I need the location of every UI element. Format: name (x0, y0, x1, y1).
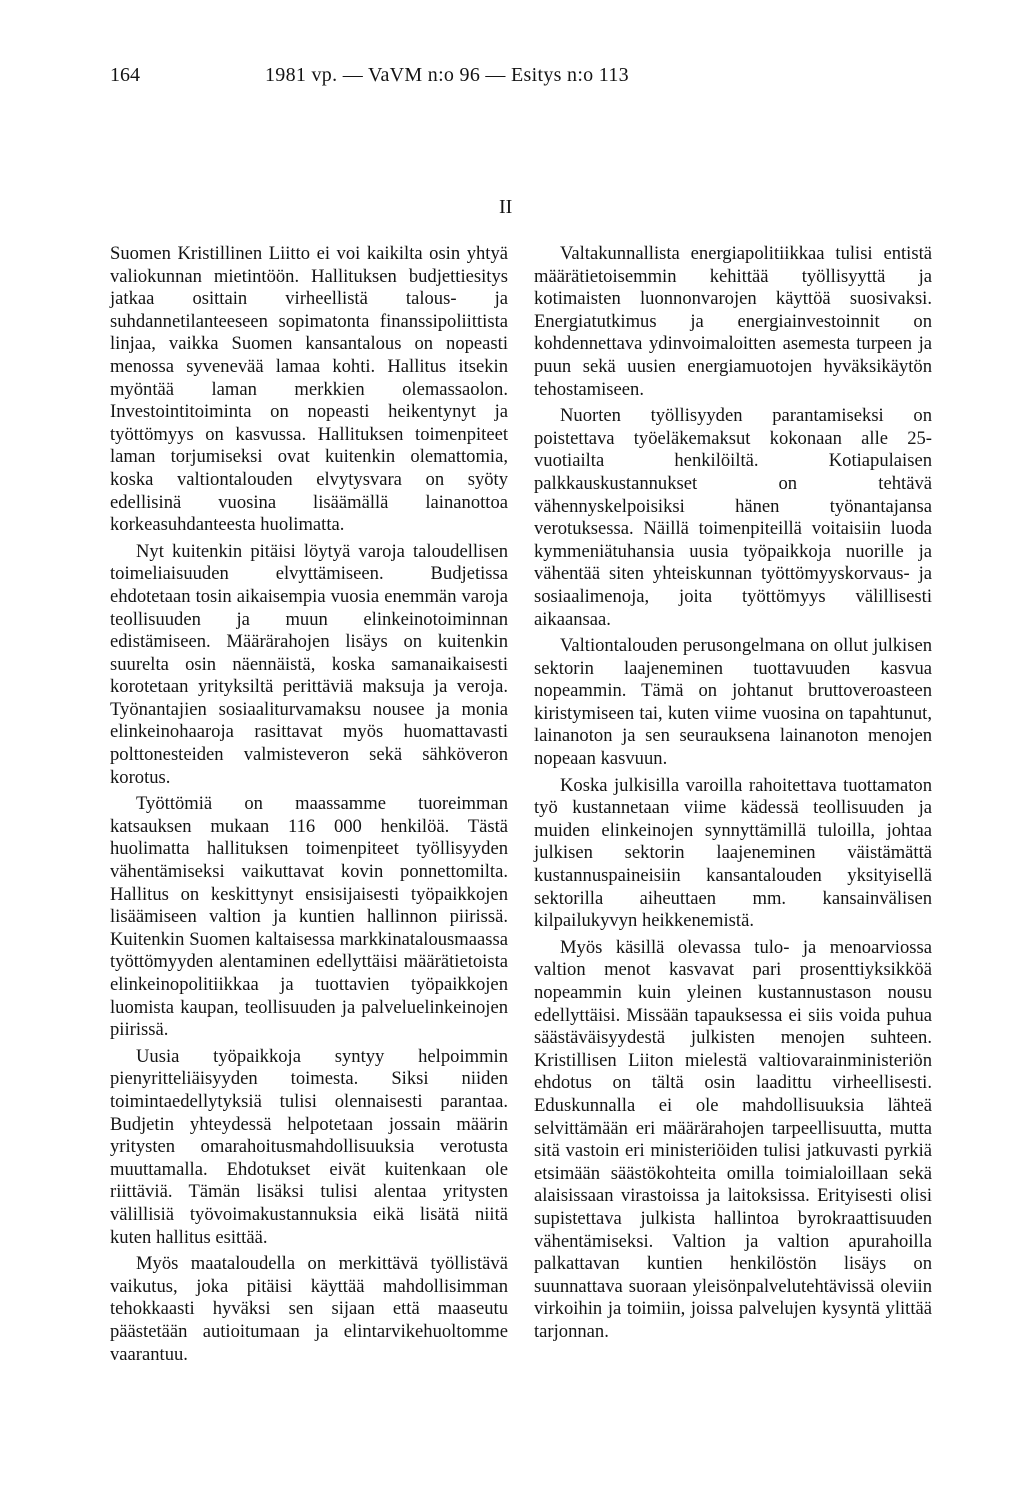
paragraph: Uusia työpaikkoja syntyy helpoimmin pienyritteliäisyyden toimesta. Siksi niiden toimintaedellytyksiä tulisi olennaisesti parantaa. Budjetin yhteydessä helpotetaan jossain määrin yritysten omarahoitusmahdollisuuksia verotusta muuttamalla. Ehdotukset eivät kuitenkaan ole riittäviä. Tämän lisäksi tulisi alentaa yritysten välillisiä työvoimakustannuksia eikä lisätä niitä kuten hallitus esittää. (110, 1045, 508, 1248)
page-number: 164 (110, 64, 140, 86)
paragraph: Suomen Kristillinen Liitto ei voi kaikilta osin yhtyä valiokunnan mietintöön. Hallituksen budjettiesitys jatkaa osittain virheellistä talous- ja suhdannetilanteeseen sopimatonta finanssipoliittista linjaa, vaikka Suomen kansantalous on nopeasti menossa syvenevää lamaa kohti. Hallitus itsekin myöntää laman merkkien olemassaolon. Investointitoiminta on nopeasti heikentynyt ja työttömyys on kasvussa. Hallituksen toimenpiteet laman torjumiseksi ovat kuitenkin olemattomia, koska valtiontalouden elvytysvara on syöty edellisinä vuosina lisäämällä lainanottoa korkeasuhdanteesta huolimatta. (110, 243, 508, 536)
paragraph: Myös käsillä olevassa tulo- ja menoarviossa valtion menot kasvavat pari prosenttiyksikköä nopeammin kuin yleinen kustannustason nousu edellyttäisi. Missään tapauksessa ei siis voida puhua säästäväisyydestä julkisten menojen suhteen. Kristillisen Liiton mielestä valtiovarainministeriön ehdotus on tältä osin laadittu virheellisesti. Eduskunnalla ei ole mahdollisuuksia lähteä selvittämään eri määrärahojen tarpeellisuutta, mutta sitä vastoin eri ministeriöiden tulisi jatkuvasti pyrkiä etsimään säästökohteita omilla toimialoillaan sekä alaisissaan virastoissa ja laitoksissa. Erityisesti olisi supistettava julkista hallintoa byrokraattisuuden vähentämiseksi. Valtion ja valtion apurahoilla palkattavan kuntien henkilöstön lisäys on suunnattava suoraan yleisönpalvelutehtävissä oleviin virkoihin ja toimiin, joissa palvelujen kysyntä ylittää tarjonnan. (534, 936, 932, 1342)
paragraph: Nuorten työllisyyden parantamiseksi on poistettava työeläkemaksut kokonaan alle 25-vuotiailta henkilöiltä. Kotiapulaisen palkkauskustannukset on tehtävä vähennyskelpoisiksi hänen työnantajansa verotuksessa. Näillä toimenpiteillä voitaisiin luoda kymmeniätuhansia uusia työpaikkoja nuorille ja vähentää siten yhteiskunnan työttömyyskorvaus- ja sosiaalimenoja, joita työttömyys välillisesti aikaansaa. (534, 405, 932, 630)
right-column (534, 243, 932, 1344)
paragraph: Valtakunnallista energiapolitiikkaa tulisi entistä määrätietoisemmin kehittää työllisyyttä ja kotimaisten luonnonvarojen käyttöä suosivaksi. Energiatutkimus ja energiainvestoinnit on kohdennettava ydinvoimaloitten asemesta turpeen ja puun sekä uusien energiamuotojen hyväksikäytön tehostamiseen. (534, 243, 932, 400)
paragraph: Valtiontalouden perusongelmana on ollut julkisen sektorin laajeneminen tuottavuuden kasvua nopeammin. Tämä on johtanut bruttoveroasteen kiristymiseen tai, kuten viime vuosina on tapahtunut, lainanoton ja sen seurauksena lainanoton menojen nopeaan kasvuun. (534, 635, 932, 770)
running-head: 1981 vp. — VaVM n:o 96 — Esitys n:o 113 (265, 64, 629, 86)
paragraph: Myös maataloudella on merkittävä työllistävä vaikutus, joka pitäisi käyttää mahdollisimman tehokkaasti hyväksi sen sijaan että maaseutu päästetään autioitumaan ja elintarvikehuoltomme vaarantuu. (110, 1253, 508, 1365)
paragraph: Työttömiä on maassamme tuoreimman katsauksen mukaan 116 000 henkilöä. Tästä huolimatta hallituksen toimenpiteet työllisyyden vähentämiseksi vaikuttavat kovin ponnettomilta. Hallitus on keskittynyt ensisijaisesti työpaikkojen lisäämiseen valtion ja kuntien hallinnon piirissä. Kuitenkin Suomen kaltaisessa markkinatalousmaassa työttömyyden alentaminen edellyttäisi määrätietoista elinkeinopolitiikkaa ja tuottavien työpaikkojen luomista kaupan, teollisuuden ja palveluelinkeinojen piirissä. (110, 793, 508, 1041)
left-column (110, 243, 508, 1366)
paragraph: Koska julkisilla varoilla rahoitettava tuottamaton työ kustannetaan viime kädessä teollisuuden ja muiden elinkeinojen synnyttämillä tuloilla, johtaa julkisen sektorin laajeneminen väistämättä kustannuspaineisiin kansantalouden yksityisellä sektorilla aiheuttaen mm. kansainvälisen kilpailukyvyn heikkenemistä. (534, 774, 932, 932)
section-heading: II (499, 196, 513, 218)
paragraph: Nyt kuitenkin pitäisi löytyä varoja taloudellisen toimeliaisuuden elvyttämiseen. Budjetissa ehdotetaan tosin aikaisempia vuosia enemmän varoja teollisuuden ja muun elinkeinotoiminnan edistämiseen. Määrärahojen lisäys on kuitenkin suurelta osin näennäistä, koska samanaikaisesti korotetaan yrityksiltä perittäviä maksuja ja veroja. Työnantajien sosiaaliturvamaksu nousee ja monia elinkeinohaaroja rasittavat myös huomattavasti polttonesteiden valmisteveron sekä sähköveron korotus. (110, 540, 508, 788)
